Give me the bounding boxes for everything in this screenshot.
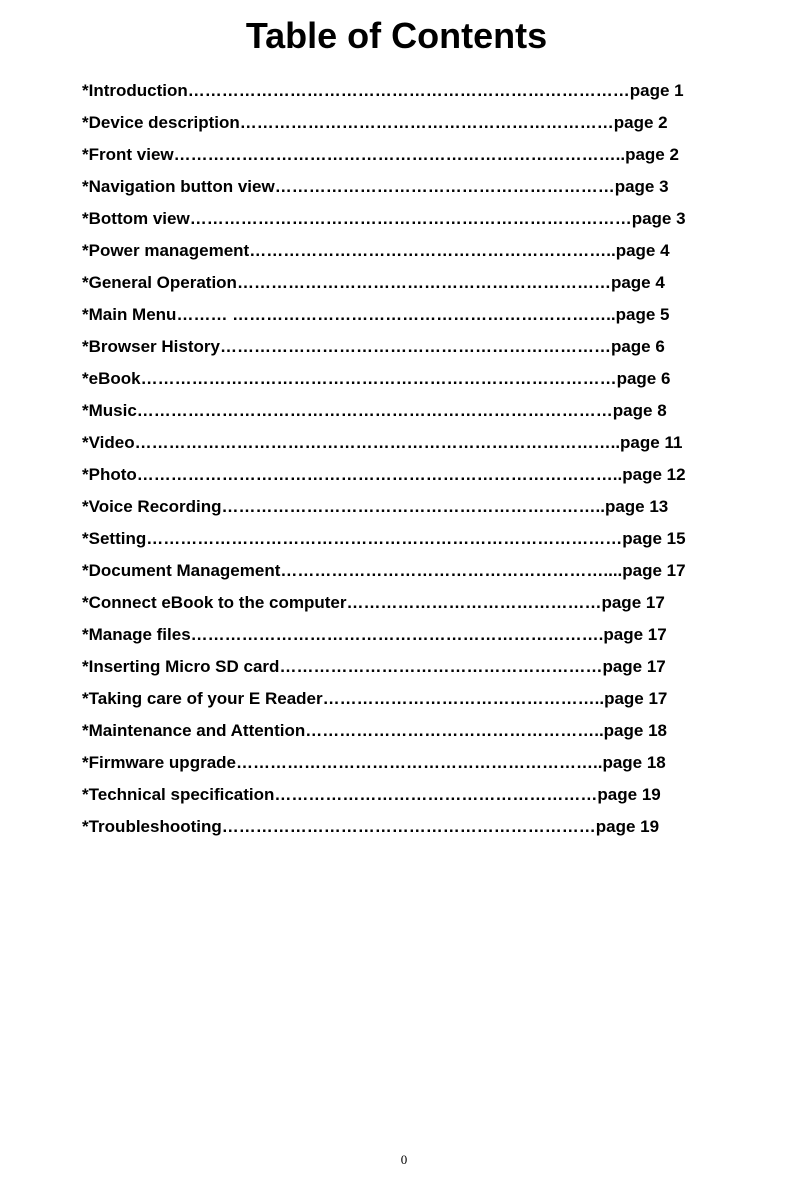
toc-entry-leader: …………………………………………………………………….. bbox=[173, 145, 626, 164]
toc-entry-inserting-micro-sd[interactable] bbox=[82, 653, 732, 685]
toc-entry-page: page 3 bbox=[631, 209, 686, 228]
toc-entry-music[interactable] bbox=[82, 397, 732, 429]
toc-entry-leader: ……………………………………………………….. bbox=[236, 753, 603, 772]
toc-entry-bottom-view[interactable] bbox=[82, 205, 732, 237]
toc-entry-label: *General Operation bbox=[82, 273, 237, 292]
toc-entry-page: page 17 bbox=[604, 689, 668, 708]
toc-entry-page: page 15 bbox=[622, 529, 686, 548]
toc-entry-page: page 19 bbox=[595, 817, 660, 836]
toc-entry-leader: ………………………………………………………………………… bbox=[136, 401, 613, 420]
toc-entry-page: page 5 bbox=[615, 305, 670, 324]
toc-entry-label: *Main Menu bbox=[82, 305, 177, 324]
toc-entry-label: *Photo bbox=[82, 465, 137, 484]
toc-entry-page: page 8 bbox=[612, 401, 667, 420]
toc-entry-label: *Firmware upgrade bbox=[82, 753, 236, 772]
toc-entry-page: page 17 bbox=[602, 657, 666, 676]
toc-entry-document-management[interactable] bbox=[82, 557, 732, 589]
toc-entry-page: page 2 bbox=[625, 145, 679, 164]
toc-entry-taking-care[interactable] bbox=[82, 685, 732, 717]
toc-entry-label: *Navigation button view bbox=[82, 177, 275, 196]
toc-entry-photo[interactable] bbox=[82, 461, 732, 493]
toc-entry-leader: …………………………………………………………………… bbox=[187, 81, 630, 100]
toc-entry-label: *Maintenance and Attention bbox=[82, 721, 306, 740]
toc-entry-leader: ………………………………………………………….. bbox=[221, 497, 605, 516]
page-title: Table of Contents bbox=[245, 15, 548, 56]
toc-entry-label: *Manage files bbox=[82, 625, 191, 644]
toc-entry-leader: ……………………………………… bbox=[346, 593, 602, 612]
toc-entry-leader: ………………………………………………………… bbox=[239, 113, 614, 132]
toc-entry-label: *Troubleshooting bbox=[82, 817, 222, 836]
toc-entry-label: *Document Management bbox=[82, 561, 281, 580]
toc-entry-maintenance[interactable] bbox=[82, 717, 732, 749]
toc-entry-device-description[interactable] bbox=[82, 109, 732, 141]
toc-entry-label: *Connect eBook to the computer bbox=[82, 593, 347, 612]
toc-entry-page: page 18 bbox=[603, 721, 667, 740]
toc-entry-leader: …………………………………………………… bbox=[274, 177, 615, 196]
toc-entry-label: *Front view bbox=[82, 145, 174, 164]
toc-entry-leader: ………………………………………….. bbox=[322, 689, 605, 708]
toc-entry-label: *eBook bbox=[82, 369, 141, 388]
toc-entry-label: *Power management bbox=[82, 241, 250, 260]
toc-entry-leader: …………………………………………….. bbox=[305, 721, 604, 740]
toc-entry-label: *Device description bbox=[82, 113, 240, 132]
toc-entry-leader: ………………………………………………………………………… bbox=[146, 529, 623, 548]
toc-entry-leader: ……… ………………………………………………………….. bbox=[176, 305, 616, 324]
toc-entry-front-view[interactable] bbox=[82, 141, 732, 173]
toc-entry-ebook[interactable] bbox=[82, 365, 732, 397]
toc-entry-leader: ………………………………………………………………………… bbox=[140, 369, 617, 388]
toc-entry-label: *Bottom view bbox=[82, 209, 190, 228]
toc-entry-navigation-button-view[interactable] bbox=[82, 173, 732, 205]
toc-entry-page: page 17 bbox=[622, 561, 686, 580]
toc-entry-label: *Browser History bbox=[82, 337, 220, 356]
toc-entry-page: page 3 bbox=[614, 177, 669, 196]
toc-entry-page: page 17 bbox=[603, 625, 667, 644]
toc-entry-page: page 6 bbox=[610, 337, 665, 356]
toc-entry-connect-ebook[interactable] bbox=[82, 589, 732, 621]
toc-entry-technical-specification[interactable] bbox=[82, 781, 732, 813]
toc-entry-page: page 4 bbox=[615, 241, 670, 260]
toc-entry-leader: ………………………………………………… bbox=[274, 785, 598, 804]
toc-entry-firmware-upgrade[interactable] bbox=[82, 749, 732, 781]
toc-entry-page: page 12 bbox=[622, 465, 686, 484]
toc-entry-page: page 4 bbox=[610, 273, 665, 292]
page-number: 0 bbox=[400, 1152, 408, 1167]
toc-entry-leader: ………………………………………………….... bbox=[280, 561, 623, 580]
toc-entry-video[interactable] bbox=[82, 429, 732, 461]
toc-entry-label: *Video bbox=[82, 433, 135, 452]
toc-entry-general-operation[interactable] bbox=[82, 269, 732, 301]
toc-entry-power-management[interactable] bbox=[82, 237, 732, 269]
toc-entry-leader: ………………………………………………………… bbox=[221, 817, 596, 836]
toc-entry-page: page 2 bbox=[613, 113, 668, 132]
toc-entry-leader: ………………………………………………………………………….. bbox=[136, 465, 623, 484]
toc-entry-page: page 11 bbox=[620, 433, 683, 452]
toc-entry-page: page 1 bbox=[629, 81, 684, 100]
toc-entry-voice-recording[interactable] bbox=[82, 493, 732, 525]
toc-entry-page: page 18 bbox=[602, 753, 666, 772]
toc-entry-label: *Inserting Micro SD card bbox=[82, 657, 280, 676]
toc-entry-leader: …………………………………………………………………… bbox=[189, 209, 632, 228]
toc-entry-leader: ………………………………………………… bbox=[279, 657, 603, 676]
toc-entry-page: page 13 bbox=[604, 497, 669, 516]
toc-entry-main-menu[interactable] bbox=[82, 301, 732, 333]
toc-entry-leader: …………………………………………………………… bbox=[219, 337, 611, 356]
toc-entry-page: page 6 bbox=[616, 369, 671, 388]
toc-entry-leader: ………………………………………………………… bbox=[236, 273, 611, 292]
toc-entry-page: page 19 bbox=[597, 785, 661, 804]
toc-entry-browser-history[interactable] bbox=[82, 333, 732, 365]
toc-entry-manage-files[interactable] bbox=[82, 621, 732, 653]
toc-entry-introduction[interactable] bbox=[82, 77, 732, 109]
toc-entry-leader: ………………………………………………………………………….. bbox=[134, 433, 621, 452]
toc-entry-setting[interactable] bbox=[82, 525, 732, 557]
toc-entry-label: *Music bbox=[82, 401, 137, 420]
toc-entry-label: *Taking care of your E Reader bbox=[82, 689, 323, 708]
toc-entry-leader: ………………………………………………………………. bbox=[190, 625, 604, 644]
toc-entry-troubleshooting[interactable] bbox=[82, 813, 732, 845]
toc-entry-label: *Introduction bbox=[82, 81, 188, 100]
toc-entry-label: *Voice Recording bbox=[82, 497, 222, 516]
toc-entry-leader: ……………………………………………………….. bbox=[249, 241, 616, 260]
toc-entry-page: page 17 bbox=[601, 593, 665, 612]
toc-entry-label: *Setting bbox=[82, 529, 147, 548]
toc-entry-label: *Technical specification bbox=[82, 785, 275, 804]
table-of-contents bbox=[82, 77, 732, 845]
